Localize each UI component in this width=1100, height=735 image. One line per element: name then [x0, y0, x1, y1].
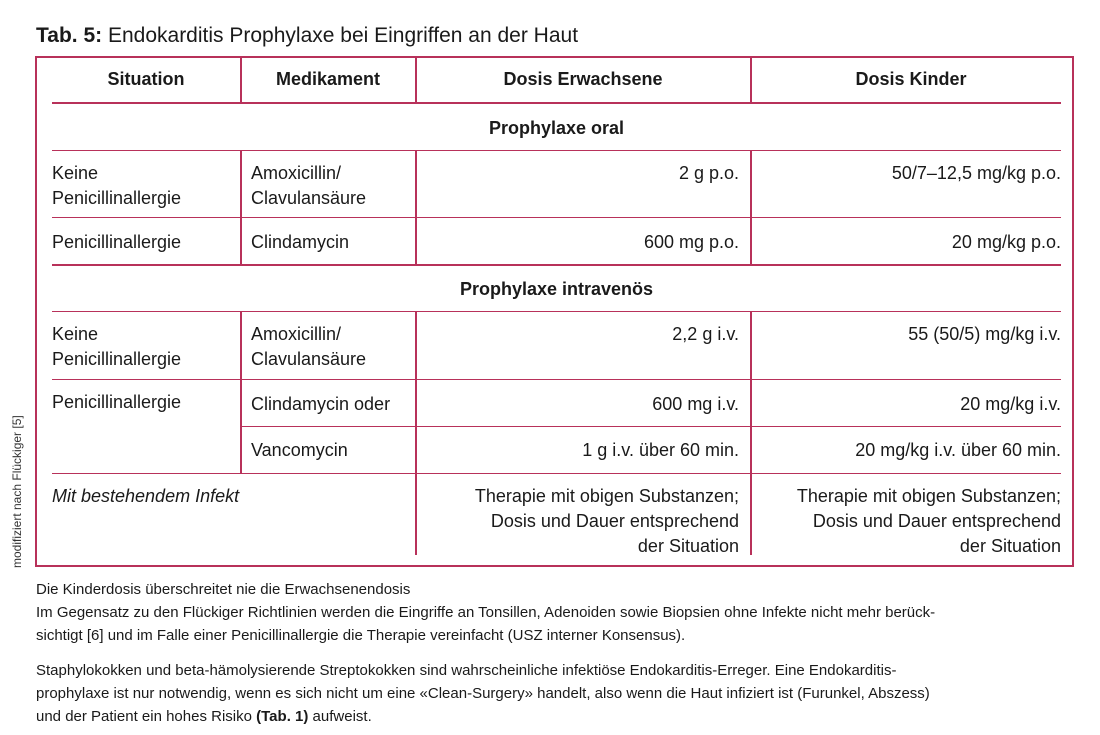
cell-dosis-kinder: 55 (50/5) mg/kg i.v. — [908, 324, 1061, 344]
cell-dosis-erwachsene: 600 mg p.o. — [643, 232, 739, 252]
cell-medikament: Amoxicillin/ — [251, 163, 342, 183]
cell-dosis-kinder: Therapie mit obigen Substanzen; — [796, 486, 1061, 506]
cell-situation: Penicillinallergie — [52, 188, 182, 208]
cell-situation: Penicillinallergie — [52, 392, 182, 412]
col-divider — [240, 312, 242, 473]
body-paragraph-line — [36, 706, 372, 728]
cell-situation: Penicillinallergie — [52, 349, 182, 369]
cell-situation: Keine — [52, 163, 99, 183]
cell-medikament: Clindamycin — [251, 232, 350, 252]
cell-situation: Mit bestehendem Infekt — [52, 486, 240, 506]
header-rule — [52, 102, 1061, 104]
section-divider — [52, 264, 1061, 266]
body-paragraph-line: prophylaxe ist nur notwendig, wenn es sich nicht um eine «Clean-Surgery» handelt, also wenn die Haut infiziert ist (Furunkel, Abszess) — [36, 685, 930, 702]
cell-situation: Penicillinallergie — [52, 232, 182, 252]
paragraph-text: und der Patient ein hohes Risiko — [36, 708, 257, 725]
cell-dosis-kinder: 50/7–12,5 mg/kg p.o. — [891, 163, 1061, 183]
table-reference: (Tab. 1) — [256, 708, 309, 725]
cell-medikament: Clavulansäure — [251, 349, 367, 369]
header-dosis-erwachsene: Dosis Erwachsene — [503, 69, 663, 89]
cell-medikament: Vancomycin — [251, 440, 348, 460]
cell-dosis-erwachsene: Therapie mit obigen Substanzen; — [474, 486, 739, 506]
cell-dosis-erwachsene: 2,2 g i.v. — [672, 324, 739, 344]
body-paragraph-line: Staphylokokken und beta-hämolysierende Streptokokken sind wahrscheinliche infektiöse Endokarditis-Erreger. Eine Endokarditis- — [36, 662, 897, 679]
cell-medikament: Clavulansäure — [251, 188, 367, 208]
section-rule-iv — [52, 311, 1061, 312]
cell-dosis-kinder: 20 mg/kg p.o. — [951, 232, 1061, 252]
cell-dosis-erwachsene: 2 g p.o. — [678, 163, 739, 183]
source-note: modifiziert nach Flückiger [5] — [10, 415, 24, 568]
col-divider — [240, 151, 242, 264]
header-medikament: Medikament — [275, 69, 381, 89]
section-heading-oral: Prophylaxe oral — [488, 118, 625, 138]
cell-dosis-kinder: 20 mg/kg i.v. — [960, 394, 1061, 414]
cell-situation: Keine — [52, 324, 99, 344]
cell-dosis-erwachsene: der Situation — [637, 536, 739, 556]
cell-medikament: Amoxicillin/ — [251, 324, 342, 344]
cell-dosis-kinder: 20 mg/kg i.v. über 60 min. — [855, 440, 1061, 460]
section-heading-iv: Prophylaxe intravenös — [459, 279, 654, 299]
section-rule-oral — [52, 150, 1061, 151]
cell-dosis-erwachsene: Dosis und Dauer entsprechend — [490, 511, 739, 531]
row-rule — [52, 473, 1061, 474]
table-number: Tab. 5: — [36, 24, 103, 47]
row-rule — [52, 379, 1061, 380]
header-dosis-kinder: Dosis Kinder — [855, 69, 967, 89]
table-caption: Endokarditis Prophylaxe bei Eingriffen an der Haut — [107, 24, 579, 47]
header-situation: Situation — [107, 69, 185, 89]
paragraph-text: aufweist. — [308, 708, 372, 725]
cell-dosis-kinder: Dosis und Dauer entsprechend — [812, 511, 1061, 531]
cell-dosis-erwachsene: 600 mg i.v. — [652, 394, 739, 414]
cell-dosis-erwachsene: 1 g i.v. über 60 min. — [582, 440, 739, 460]
cell-medikament: Clindamycin oder — [251, 394, 391, 414]
table-title — [36, 22, 578, 50]
footnote-line: Die Kinderdosis überschreitet nie die Erwachsenendosis — [36, 581, 411, 598]
footnote-line: Im Gegensatz zu den Flückiger Richtlinien werden die Eingriffe an Tonsillen, Adenoiden sowie Biopsien ohne Infekte nicht mehr berück- — [36, 604, 936, 621]
footnote-line: sichtigt [6] und im Falle einer Penicillinallergie die Therapie vereinfacht (USZ interner Konsensus). — [36, 627, 686, 644]
row-rule — [240, 426, 1061, 427]
row-rule — [52, 217, 1061, 218]
cell-dosis-kinder: der Situation — [959, 536, 1061, 556]
